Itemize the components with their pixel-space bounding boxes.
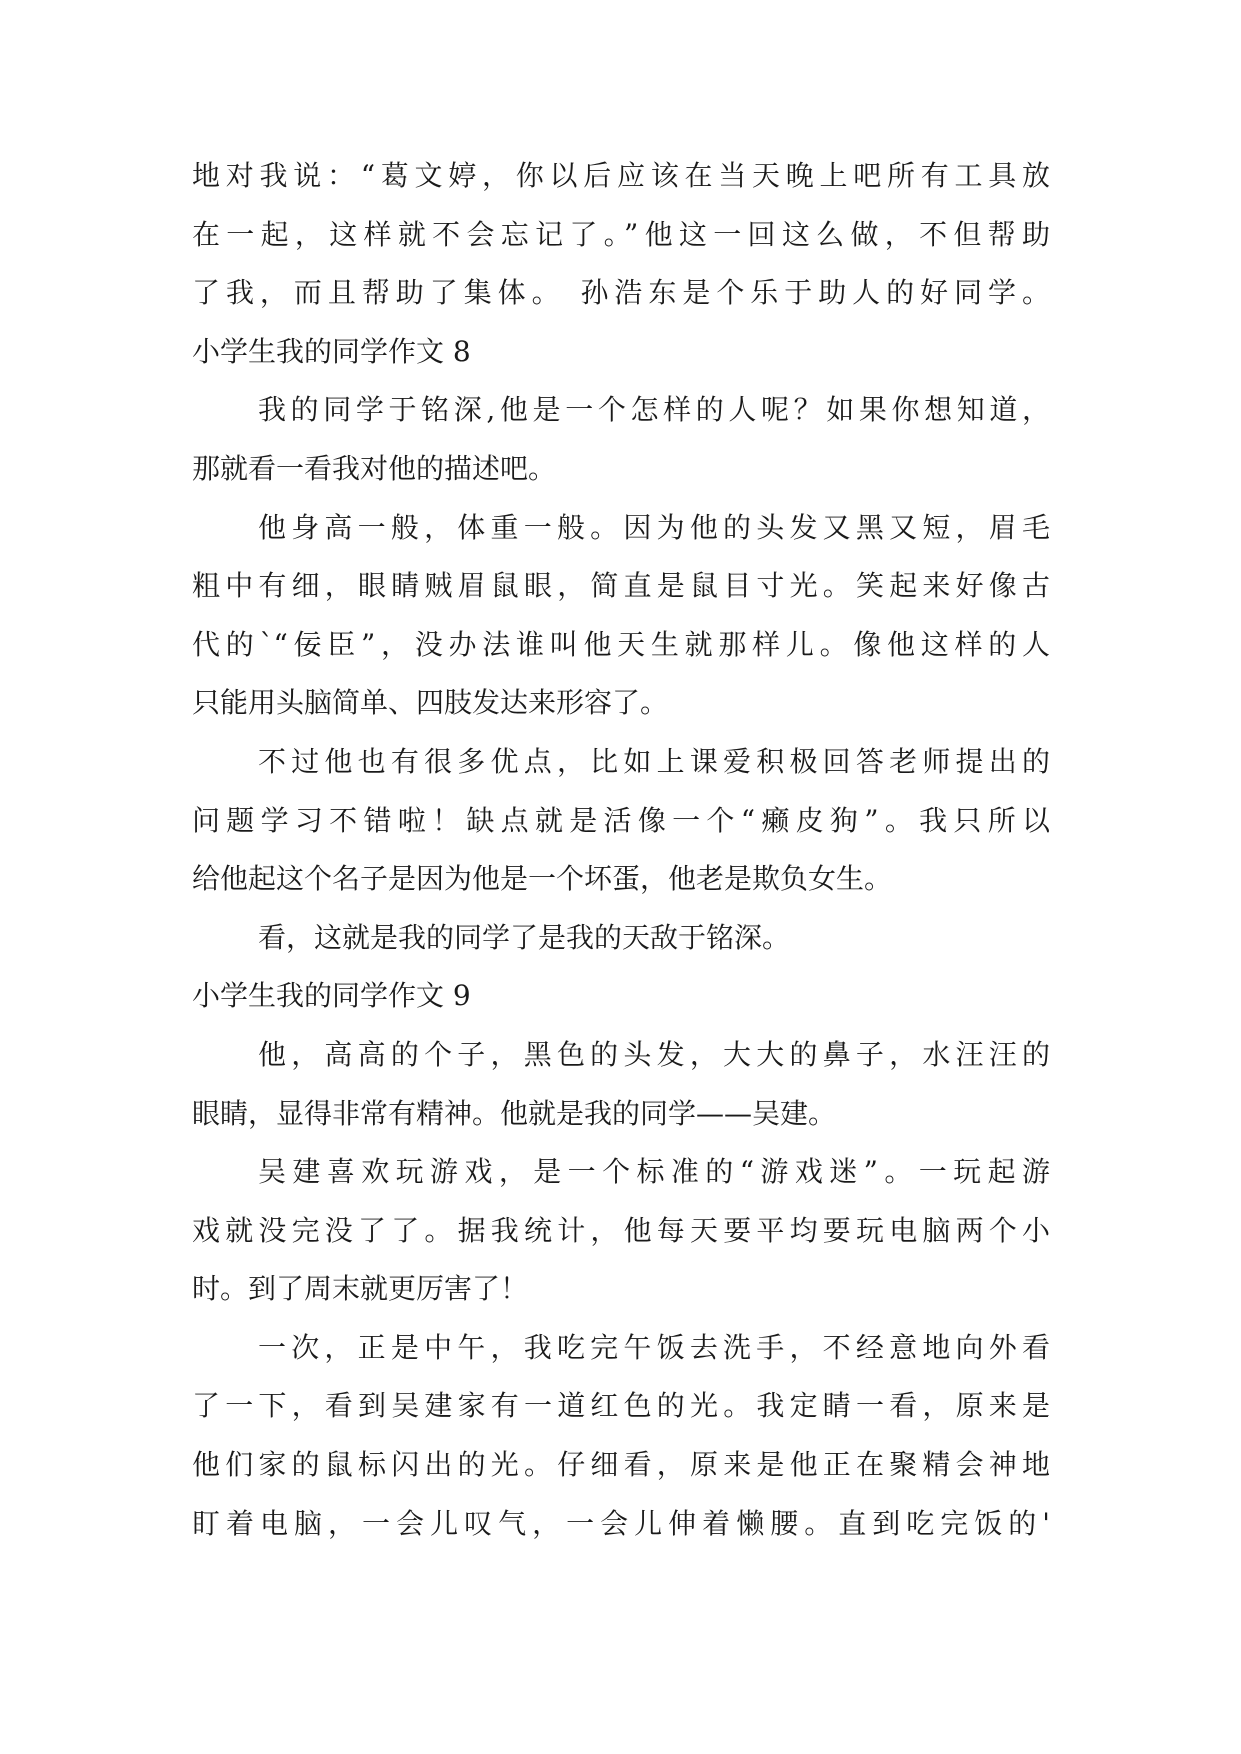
text-line: 盯着电脑，一会儿叹气，一会儿伸着懒腰。直到吃完饭的' <box>192 1506 1050 1540</box>
text-line: 地对我说：“葛文婷，你以后应该在当天晚上吧所有工具放 <box>192 159 1050 192</box>
paragraph-first-line: 看，这就是我的同学了是我的天敌于铭深。 <box>258 920 791 954</box>
text-line: 在一起，这样就不会忘记了。”他这一回这么做，不但帮助 <box>192 217 1050 251</box>
document-page <box>192 147 1050 1553</box>
text-line: 只能用头脑简单、四肢发达来形容了。 <box>192 686 669 720</box>
section-heading: 小学生我的同学作文 9 <box>192 979 471 1013</box>
paragraph-first-line: 他，高高的个子，黑色的头发，大大的鼻子，水汪汪的 <box>258 1037 1050 1071</box>
text-line: 代的`“佞臣”，没办法谁叫他天生就那样儿。像他这样的人 <box>192 627 1050 661</box>
text-line: 粗中有细，眼睛贼眉鼠眼，简直是鼠目寸光。笑起来好像古 <box>192 569 1050 603</box>
paragraph-first-line: 不过他也有很多优点，比如上课爱积极回答老师提出的 <box>258 744 1050 778</box>
paragraph-first-line: 一次，正是中午，我吃完午饭去洗手，不经意地向外看 <box>258 1330 1050 1364</box>
text-line: 他们家的鼠标闪出的光。仔细看，原来是他正在聚精会神地 <box>192 1448 1050 1482</box>
paragraph-first-line: 我的同学于铭深,他是一个怎样的人呢？如果你想知道， <box>258 393 1050 427</box>
paragraph-first-line: 他身高一般，体重一般。因为他的头发又黑又短，眉毛 <box>258 510 1050 544</box>
text-line: 那就看一看我对他的描述吧。 <box>192 451 557 485</box>
paragraph-first-line: 吴建喜欢玩游戏，是一个标准的“游戏迷”。一玩起游 <box>258 1155 1050 1189</box>
text-line: 了我，而且帮助了集体。 孙浩东是个乐于助人的好同学。 <box>192 276 1050 310</box>
text-line: 给他起这个名子是因为他是一个坏蛋，他老是欺负女生。 <box>192 862 893 896</box>
text-line: 时。到了周末就更厉害了！ <box>192 1272 529 1306</box>
section-heading: 小学生我的同学作文 8 <box>192 334 471 368</box>
text-line: 问题学习不错啦！缺点就是活像一个“癞皮狗”。我只所以 <box>192 803 1050 837</box>
text-line: 戏就没完没了了。据我统计，他每天要平均要玩电脑两个小 <box>192 1213 1050 1247</box>
text-line: 了一下，看到吴建家有一道红色的光。我定睛一看，原来是 <box>192 1389 1050 1423</box>
text-line: 眼睛，显得非常有精神。他就是我的同学——吴建。 <box>192 1096 837 1130</box>
